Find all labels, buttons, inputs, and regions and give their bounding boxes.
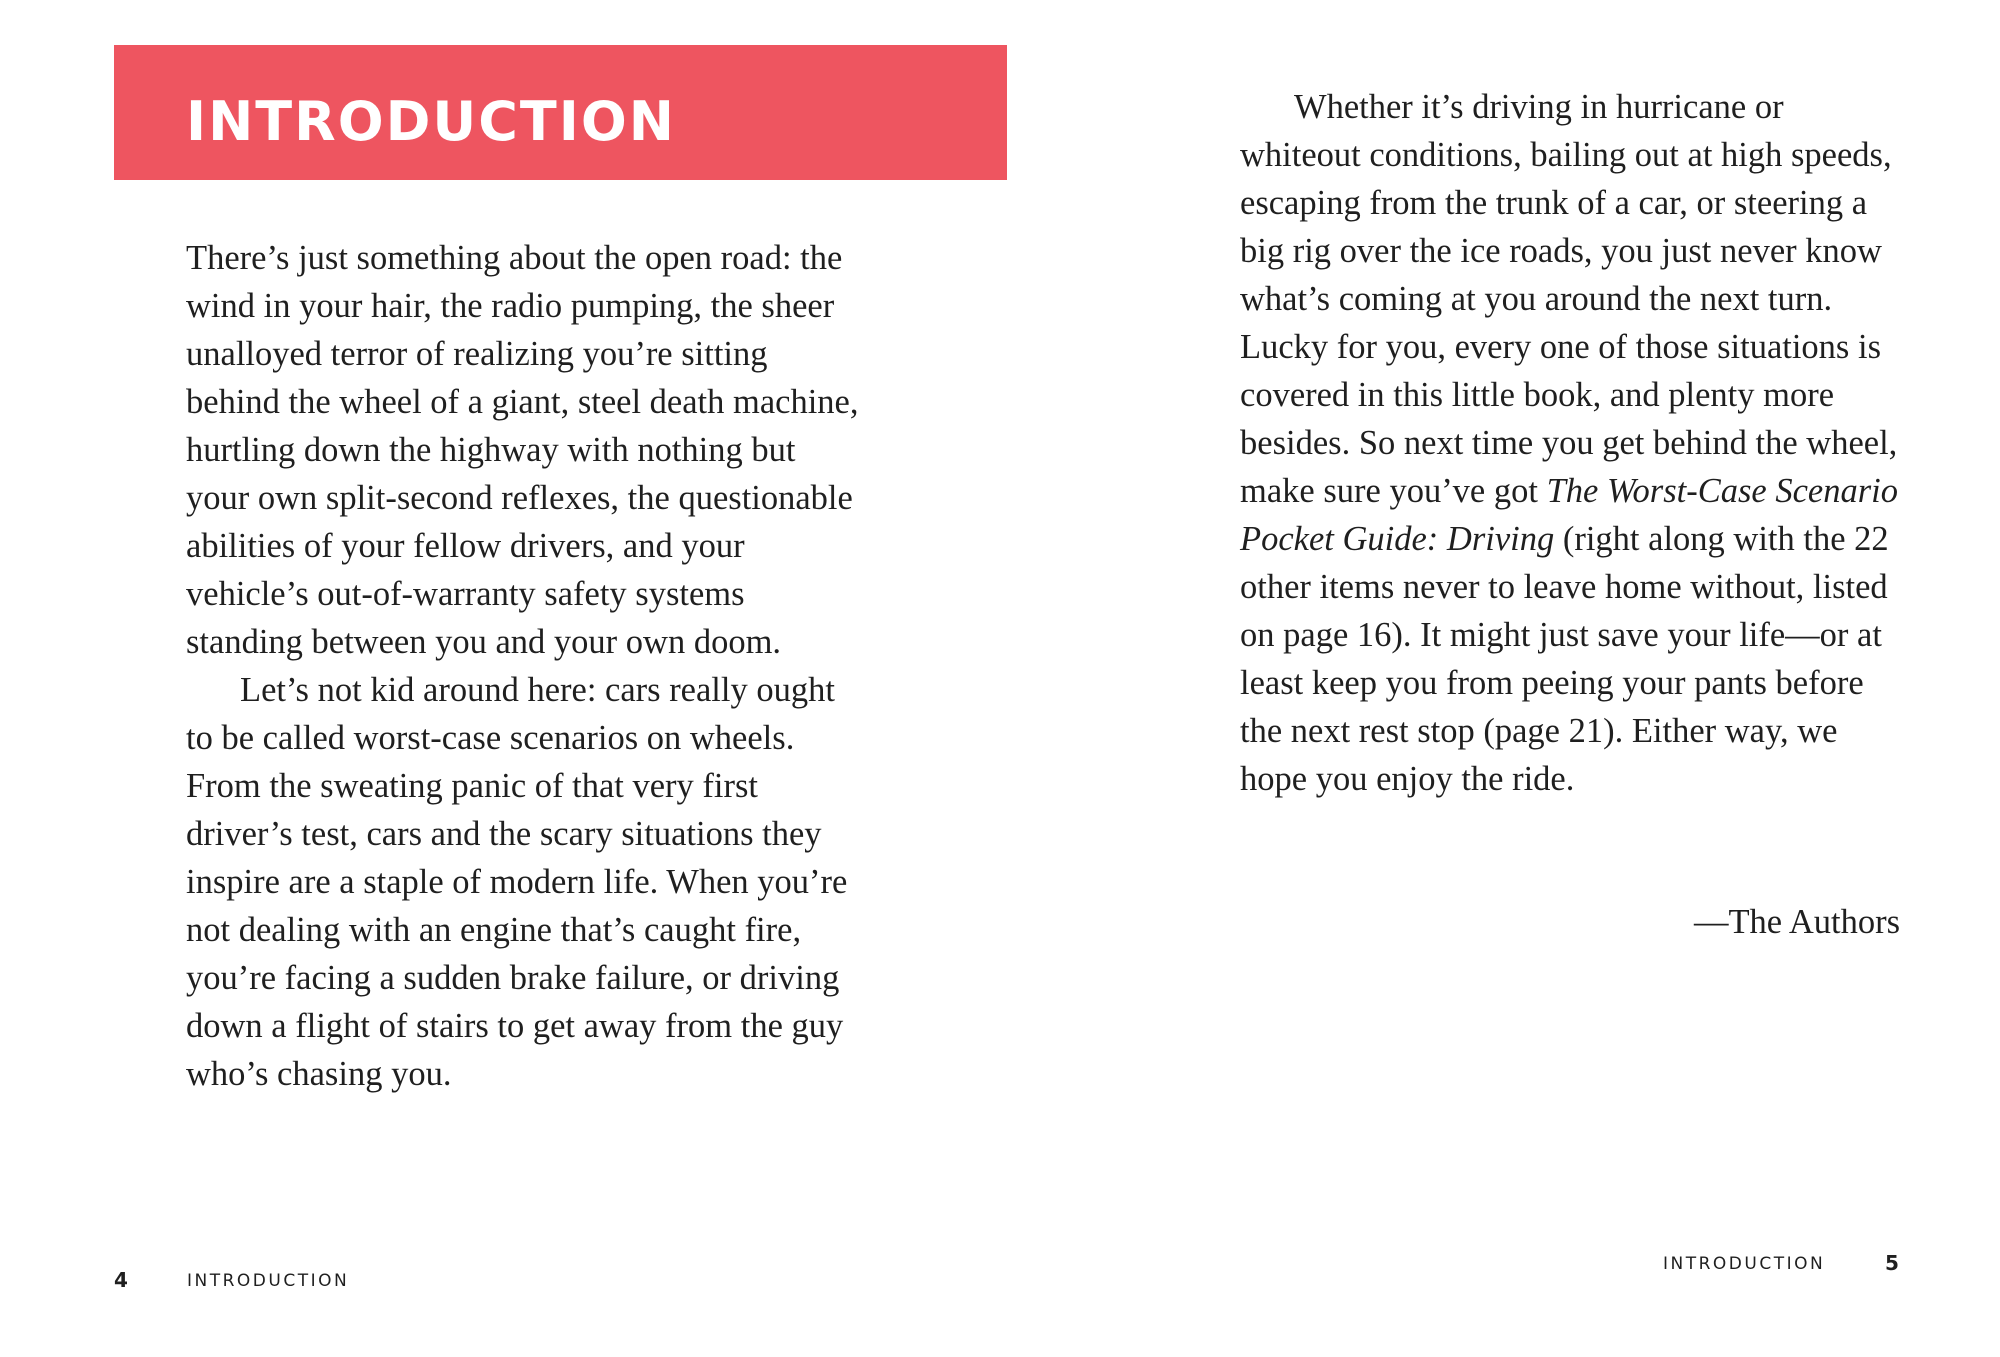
paragraph-3-text-end: (right along with the 22 other items never to leave home without, listed on page 16). It might just save your life—or at least keep you from peeing your pants before the next rest stop (page 21). Either way, we hope you enjoy the ride. xyxy=(1240,520,1889,798)
intro-paragraph-3 xyxy=(1240,83,1910,803)
chapter-heading: INTRODUCTION xyxy=(186,90,676,153)
page-number-left: 4 xyxy=(114,1268,128,1292)
left-text-column xyxy=(186,234,866,1098)
right-page xyxy=(1000,0,2000,1357)
book-title: The Worst-Case Scenario Pocket Guide: Driving xyxy=(1240,472,1898,558)
right-text-column xyxy=(1240,83,1910,803)
intro-paragraph-2: Let’s not kid around here: cars really ought to be called worst-case scenarios on wheels. From the sweating panic of that very first driver’s test, cars and the scary situations they inspire are a staple of modern life. When you’re not dealing with an engine that’s caught fire, you’re facing a sudden brake failure, or driving down a flight of stairs to get away from the guy who’s chasing you. xyxy=(186,671,848,1093)
signature: —The Authors xyxy=(1693,903,1900,941)
running-title-left: INTRODUCTION xyxy=(187,1271,350,1291)
paragraph-3-text-start: Whether it’s driving in hurricane or whiteout conditions, bailing out at high speeds, escaping from the trunk of a car, or steering a big rig over the ice roads, you just never know what’s coming at you around the next turn. Lucky for you, every one of those situations is covered in this little book, and plenty more besides. So next time you get behind the wheel, make sure you’ve got xyxy=(1240,88,1898,510)
heading-banner xyxy=(114,45,1007,180)
page-number-right: 5 xyxy=(1885,1251,1899,1275)
intro-paragraph-1: There’s just something about the open road: the wind in your hair, the radio pumping, the sheer unalloyed terror of realizing you’re sitting behind the wheel of a giant, steel death machine, hurtling down the highway with nothing but your own split-second reflexes, the questionable abilities of your fellow drivers, and your vehicle’s out-of-warranty safety systems standing between you and your own doom. xyxy=(186,239,859,661)
running-title-right: INTRODUCTION xyxy=(1663,1254,1826,1274)
